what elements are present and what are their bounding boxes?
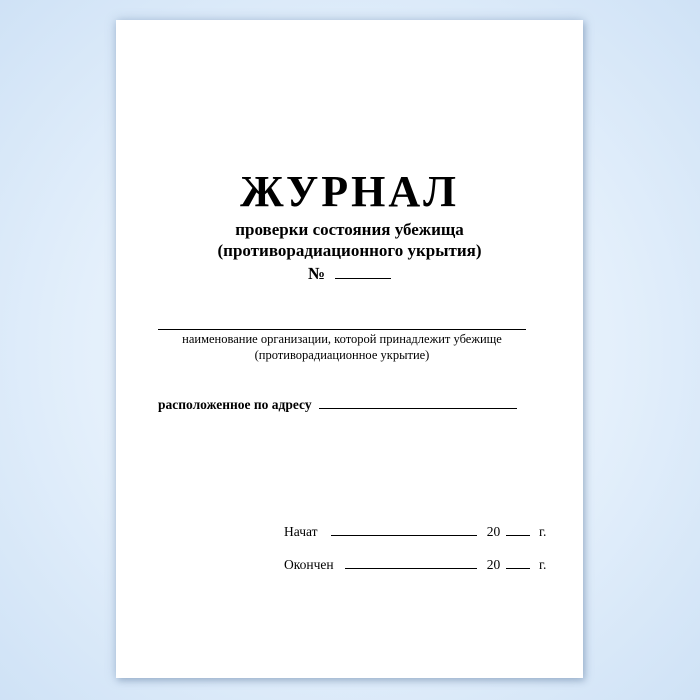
started-date-blank (331, 521, 477, 536)
started-label: Начат (284, 524, 318, 539)
ended-label: Окончен (284, 557, 334, 572)
journal-number-row (116, 264, 583, 284)
address-label: расположенное по адресу (158, 397, 312, 412)
journal-cover-page (116, 20, 583, 678)
document-subtitle-line1: проверки состояния убежища (235, 220, 464, 239)
started-date-row (284, 521, 546, 541)
ended-date-row (284, 554, 546, 574)
ended-year-blank (506, 554, 530, 569)
started-year-suffix: г. (539, 524, 547, 539)
journal-number-blank (335, 264, 391, 279)
document-subtitle-line2: (противорадиационного укрытия) (217, 241, 482, 260)
ended-date-blank (345, 554, 477, 569)
document-title: ЖУРНАЛ (240, 167, 459, 216)
started-year-prefix: 20 (486, 524, 501, 539)
ended-year-prefix: 20 (486, 557, 501, 572)
number-sign: № (307, 264, 325, 283)
ended-year-suffix: г. (539, 557, 547, 572)
organization-name-line (158, 329, 526, 330)
address-row (158, 394, 517, 414)
organization-caption-line1: наименование организации, которой принадлежит убежище (182, 332, 502, 346)
address-blank (319, 394, 517, 409)
organization-caption-line2: (противорадиационное укрытие) (254, 348, 430, 362)
started-year-blank (506, 521, 530, 536)
